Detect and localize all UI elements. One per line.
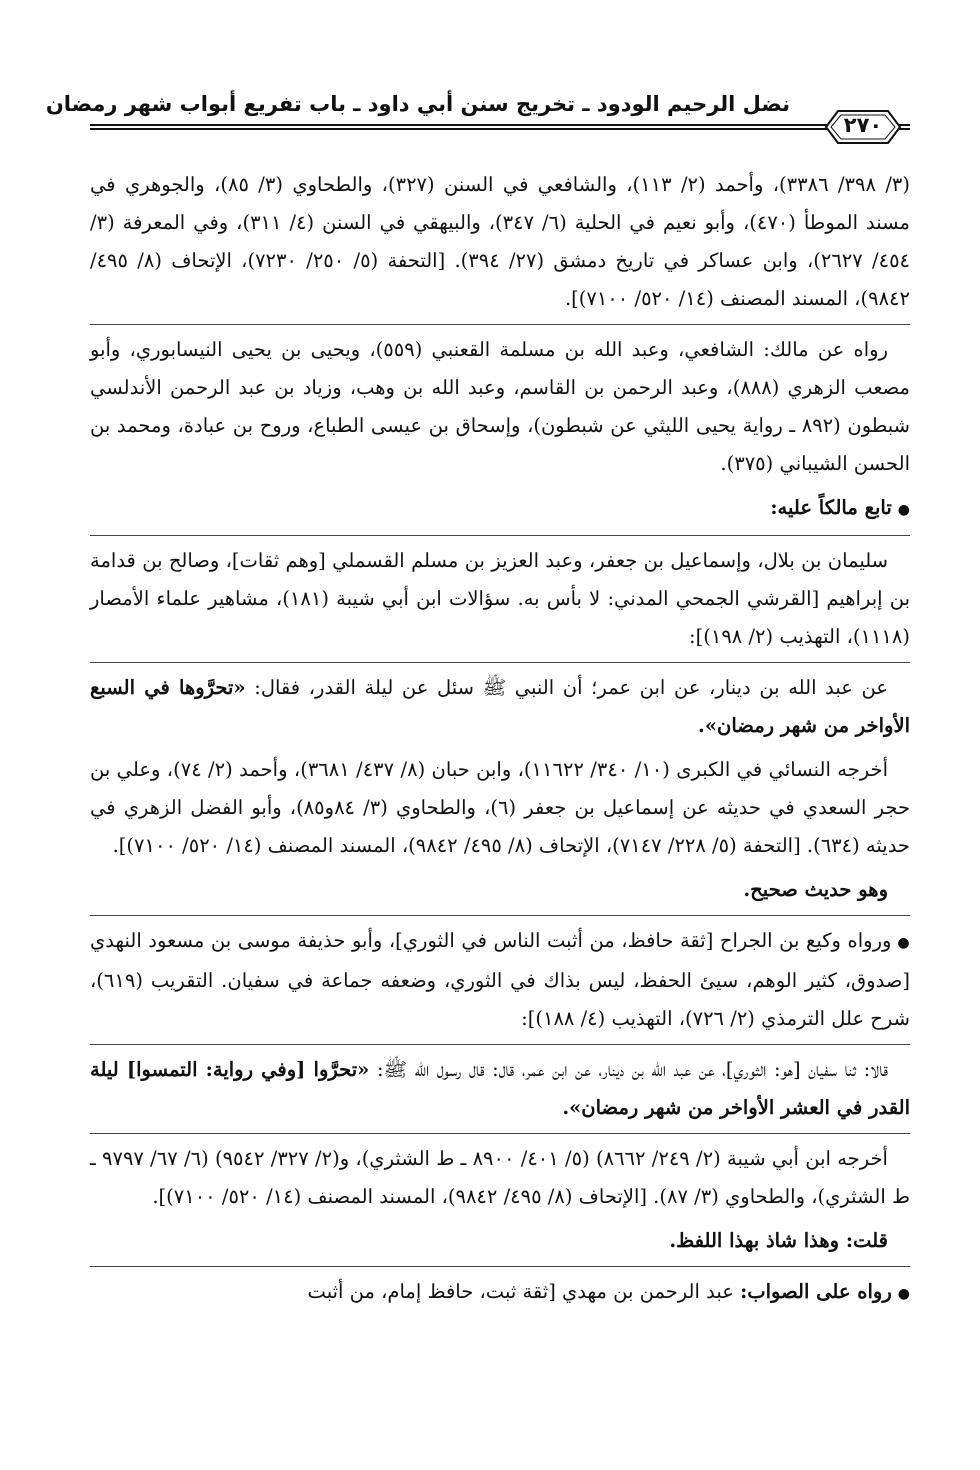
- hadith-paragraph: [90, 1051, 910, 1127]
- page-body: [90, 166, 910, 1313]
- paragraph-lead: رواه على الصواب:: [740, 1280, 892, 1303]
- divider: [90, 1044, 910, 1045]
- paragraph: أخرجه ابن أبي شيبة (٢/ ٢٤٩/ ٨٦٦٢) (٥/ ٤٠١/ ٨٩٠٠ ـ ط الشثري)، و(٢/ ٣٢٧/ ٩٥٤٢) (٦/ ٦٧/ ٩٧٩٧ ـ ط الشثري)، والطحاوي (٣/ ٨٧). [الإتحاف (٨/ ٤٩٥/ ٩٨٤٢)، المسند المصنف (١٤/ ٥٢٠/ ٧١٠٠)].: [90, 1147, 910, 1208]
- ruling-text: وهو حديث صحيح.: [743, 878, 888, 901]
- paragraph-text: ورواه وكيع بن الجراح [ثقة حافظ، من أثبت الناس في الثوري]، وأبو حذيفة موسى بن مسعود النهدي [صدوق، كثير الوهم، سيئ الحفظ، ليس بذاك في الثوري، وضعفه جماعة في سفيان. التقريب (٦١٩)، شرح علل الترمذي (٢/ ٧٢٦)، التهذيب (٤/ ١٨٨)]:: [90, 929, 910, 1030]
- bullet-icon: ●: [897, 1286, 910, 1302]
- paragraph: سليمان بن بلال، وإسماعيل بن جعفر، وعبد العزيز بن مسلم القسملي [وهم ثقات]، وصالح بن قدامة بن إبراهيم [القرشي الجمحي المدني: لا بأس به. سؤالات ابن أبي شيبة (١٨١)، مشاهير علماء الأمصار (١١١٨)، التهذيب (٢/ ١٩٨)]:: [90, 549, 910, 648]
- divider: [90, 915, 910, 916]
- paragraph: [90, 1273, 910, 1313]
- paragraph: رواه عن مالك: الشافعي، وعبد الله بن مسلمة القعنبي (٥٥٩)، ويحيى بن يحيى النيسابوري، وأبو مصعب الزهري (٨٨٨)، وعبد الرحمن بن القاسم، وعبد الله بن وهب، وزياد بن عبد الرحمن الأندلسي شبطون (٨٩٢ ـ رواية يحيى الليثي عن شبطون)، وإسحاق بن عيسى الطباع، وروح بن عبادة، ومحمد بن الحسن الشيباني (٣٧٥).: [90, 338, 910, 475]
- running-header: [45, 92, 910, 152]
- hadith-text: قالا: ثنا سفيان [هو: الثوري]، عن عبد الله بن دينار، عن ابن عمر، قال: قال رسول الله ﷺ:: [376, 1058, 889, 1081]
- ruling-text: قلت: وهذا شاذ بهذا اللفظ.: [669, 1229, 888, 1252]
- hadith-paragraph: [90, 669, 910, 745]
- bullet-icon: ●: [897, 502, 910, 518]
- hadith-quote: «تحرَّوا [وفي رواية: التمسوا] ليلة القدر في العشر الأواخر من شهر رمضان».: [90, 1058, 910, 1119]
- divider: [90, 324, 910, 325]
- ruling: [90, 871, 910, 909]
- bullet-icon: ●: [897, 935, 910, 951]
- divider: [90, 662, 910, 663]
- page: [45, 92, 911, 1319]
- ruling: [90, 1222, 910, 1260]
- paragraph: أخرجه النسائي في الكبرى (١٠/ ٣٤٠/ ١١٦٢٢)، وابن حبان (٨/ ٤٣٧/ ٣٦٨١)، وأحمد (٢/ ٧٤)، وعلي بن حجر السعدي في حديثه عن إسماعيل بن جعفر (٦)، والطحاوي (٣/ ٨٤و٨٥)، وأبو الفضل الزهري في حديثه (٦٣٤). [التحفة (٥/ ٢٢٨/ ٧١٤٧)، الإتحاف (٨/ ٤٩٥/ ٩٨٤٢)، المسند المصنف (١٤/ ٥٢٠/ ٧١٠٠)].: [90, 758, 911, 857]
- divider: [90, 1266, 910, 1267]
- subheading: [90, 489, 910, 529]
- subheading-text: تابع مالكاً عليه:: [770, 496, 892, 519]
- divider: [90, 535, 910, 536]
- header-title: نضل الرحيم الودود ـ تخريج سنن أبي داود ـ باب تفريع أبواب شهر رمضان: [45, 92, 790, 116]
- divider: [90, 1133, 910, 1134]
- paragraph: [90, 922, 910, 1038]
- paragraph: (٣/ ٣٩٨/ ٣٣٨٦)، وأحمد (٢/ ١١٣)، والشافعي في السنن (٣٢٧)، والطحاوي (٣/ ٨٥)، والجوهري في مسند الموطأ (٤٧٠)، وأبو نعيم في الحلية (٦/ ٣٤٧)، والبيهقي في السنن (٤/ ٣١١)، وفي المعرفة (٣/ ٤٥٤/ ٢٦٢٧)، وابن عساكر في تاريخ دمشق (٢٧/ ٣٩٤). [التحفة (٥/ ٢٥٠/ ٧٢٣٠)، الإتحاف (٨/ ٤٩٥/ ٩٨٤٢)، المسند المصنف (١٤/ ٥٢٠/ ٧١٠٠)].: [90, 173, 911, 310]
- header-rule: [90, 124, 910, 126]
- hadith-quote: «تحرَّوها في السبع الأواخر من شهر رمضان».: [90, 676, 910, 737]
- paragraph-text: عبد الرحمن بن مهدي [ثقة ثبت، حافظ إمام، من أثبت: [307, 1280, 734, 1303]
- hadith-text: عن عبد الله بن دينار، عن ابن عمر؛ أن النبي ﷺ سئل عن ليلة القدر، فقال:: [254, 676, 888, 699]
- page-number-badge: [816, 108, 910, 146]
- page-number: ٢٧٠: [843, 113, 883, 137]
- header-rule: [90, 128, 910, 130]
